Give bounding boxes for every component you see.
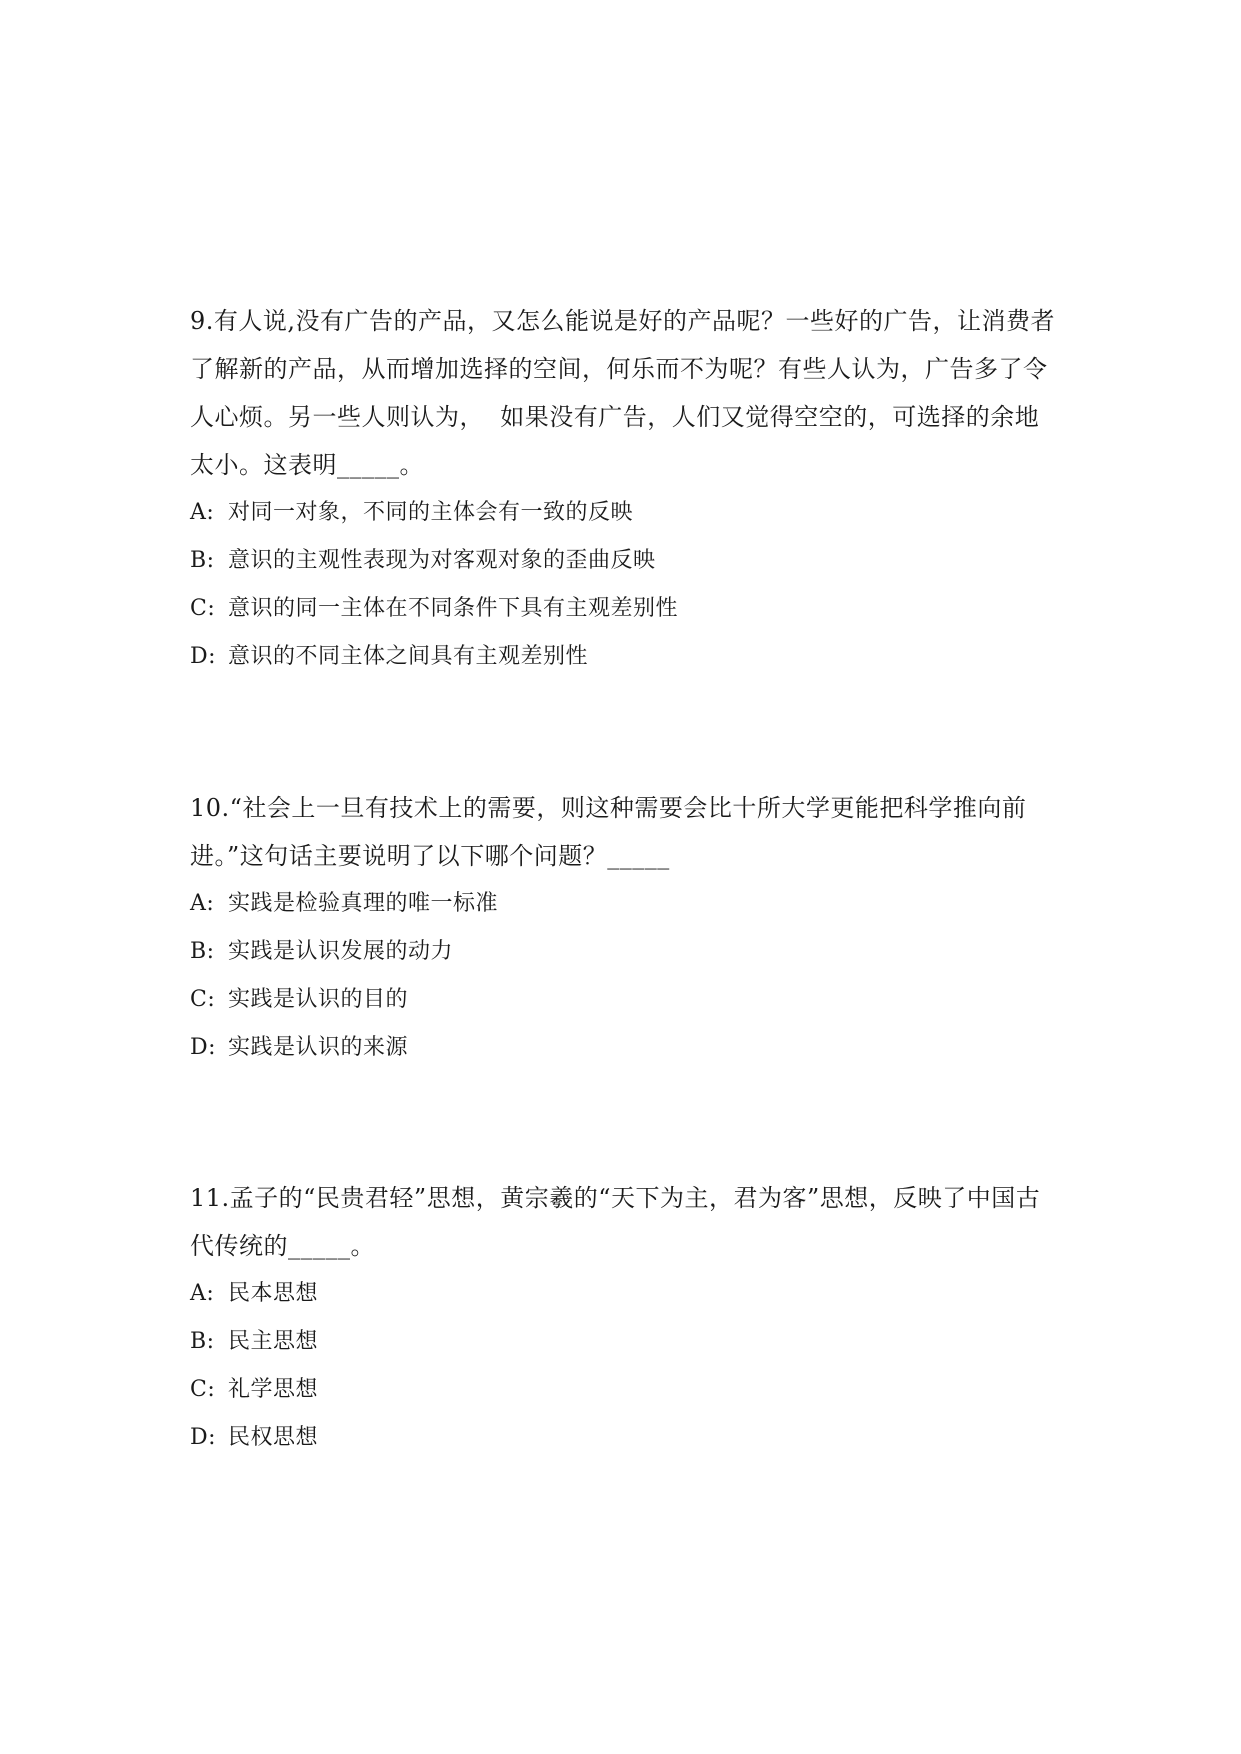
option-d — [190, 633, 1060, 681]
option-text: 民主思想 — [228, 1329, 319, 1354]
option-b — [190, 537, 1060, 585]
option-letter: D: — [190, 1035, 217, 1060]
question-stem: 9.有人说,没有广告的产品，又怎么能说是好的产品呢？一些好的广告，让消费者了解新的产品，从而增加选择的空间，何乐而不为呢？有些人认为，广告多了令人心烦。另一些人则认为， 如果没有广告，人们又觉得空空的，可选择的余地太小。这表明_____。 — [190, 307, 1056, 479]
option-text: 礼学思想 — [228, 1377, 319, 1402]
option-letter: C: — [190, 987, 216, 1012]
option-text: 意识的不同主体之间具有主观差别性 — [228, 644, 589, 669]
option-c — [190, 585, 1060, 633]
option-text: 民权思想 — [228, 1425, 319, 1450]
option-letter: A: — [190, 500, 215, 525]
option-letter: A: — [190, 1281, 215, 1306]
option-text: 实践是检验真理的唯一标准 — [228, 891, 499, 916]
option-a — [190, 489, 1060, 537]
option-text: 意识的主观性表现为对客观对象的歪曲反映 — [228, 548, 656, 573]
option-text: 民本思想 — [228, 1281, 319, 1306]
option-text: 意识的同一主体在不同条件下具有主观差别性 — [228, 596, 679, 621]
option-letter: D: — [190, 1425, 217, 1450]
option-b — [190, 1318, 1060, 1366]
option-letter: B: — [190, 548, 215, 573]
option-text: 对同一对象，不同的主体会有一致的反映 — [228, 500, 634, 525]
option-letter: B: — [190, 1329, 215, 1354]
option-c — [190, 976, 1060, 1024]
option-letter: B: — [190, 939, 215, 964]
option-text: 实践是认识的目的 — [228, 987, 409, 1012]
option-letter: D: — [190, 644, 217, 669]
option-d — [190, 1414, 1060, 1462]
option-list — [190, 1270, 1060, 1462]
option-list — [190, 489, 1060, 681]
option-text: 实践是认识发展的动力 — [228, 939, 454, 964]
question-stem: 11.孟子的“民贵君轻”思想，黄宗羲的“天下为主，君为客”思想，反映了中国古代传统的_____。 — [190, 1184, 1041, 1260]
option-list — [190, 880, 1060, 1072]
option-a — [190, 1270, 1060, 1318]
option-text: 实践是认识的来源 — [228, 1035, 409, 1060]
question-10 — [190, 784, 1060, 1072]
question-stem: 10.“社会上一旦有技术上的需要，则这种需要会比十所大学更能把科学推向前进。”这句话主要说明了以下哪个问题？_____ — [190, 794, 1027, 870]
question-11 — [190, 1174, 1060, 1462]
option-d — [190, 1024, 1060, 1072]
option-letter: C: — [190, 596, 216, 621]
option-letter: C: — [190, 1377, 216, 1402]
question-9 — [190, 297, 1060, 681]
option-letter: A: — [190, 891, 215, 916]
option-a — [190, 880, 1060, 928]
option-b — [190, 928, 1060, 976]
option-c — [190, 1366, 1060, 1414]
